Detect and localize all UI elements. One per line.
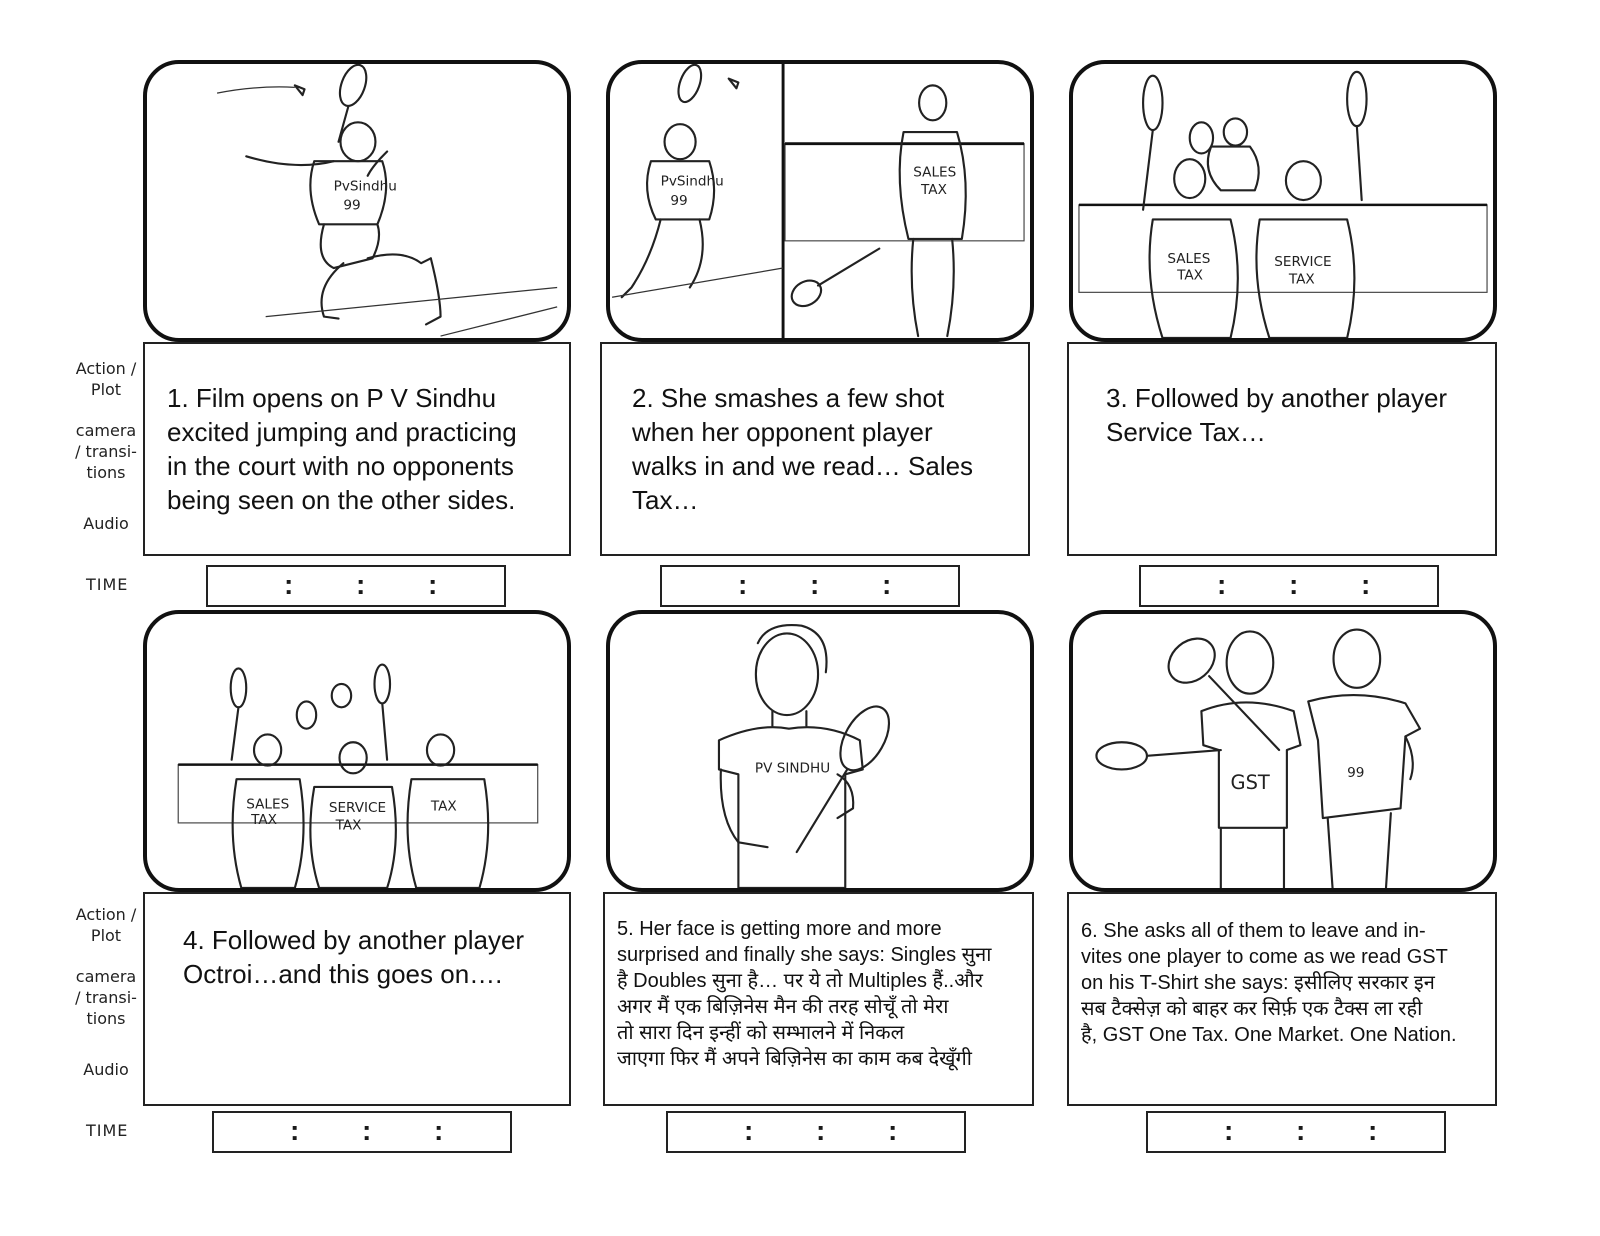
time-separator: : [1361, 569, 1371, 600]
time-separator: : [882, 569, 892, 600]
panel-5-frame [606, 610, 1034, 892]
panel-2-caption: 2. She smashes a few shot when her opponent player walks in and we read… Sales Tax… [632, 383, 974, 515]
panel-6-caption: 6. She asks all of them to leave and in- vites one player to come as we read GST on his T-Shirt she says: इसीलिए सरकार इन सब टैक्सेज़ को बाहर कर सिर्फ़ एक टैक्स ला रही है, GST One Tax. One Market. One Nation. [1081, 920, 1457, 1046]
shirt-text: TAX [430, 798, 457, 815]
panel-4-frame [143, 610, 571, 892]
time-separator: : [1217, 569, 1227, 600]
shirt-text: TAX [1177, 267, 1203, 284]
label-time: TIME [86, 575, 129, 594]
shirt-text: PvSindhu [333, 178, 397, 195]
time-separator: : [290, 1115, 300, 1146]
panel-1-caption: 1. Film opens on P V Sindhu excited jumping and practicing in the court with no opponents being seen on the other sides. [167, 383, 517, 515]
panel-4-time-field[interactable] [212, 1111, 512, 1153]
label-audio: Audio [83, 514, 129, 533]
panel-1-textbox [143, 342, 571, 556]
panel-5-time-field[interactable] [666, 1111, 966, 1153]
label-camera: camera / transi- tions [75, 967, 137, 1028]
label-camera: camera / transi- tions [75, 421, 137, 482]
player-back-icon [147, 614, 567, 888]
shirt-text: 99 [670, 192, 688, 209]
shirt-text: SALES [913, 164, 957, 181]
panel-2-frame [606, 60, 1034, 342]
time-separator: : [356, 569, 366, 600]
shirt-text: SERVICE [328, 800, 387, 817]
time-separator: : [816, 1115, 826, 1146]
time-separator: : [810, 569, 820, 600]
panel-6-time-field[interactable] [1146, 1111, 1446, 1153]
shirt-text: SERVICE [1274, 254, 1332, 271]
panel-1-time-field[interactable] [206, 565, 506, 607]
time-separator: : [888, 1115, 898, 1146]
label-action-plot: Action / Plot [75, 905, 137, 945]
racket-icon [335, 64, 372, 109]
shirt-text: TAX [335, 817, 362, 834]
racket-icon [830, 698, 899, 778]
time-separator: : [434, 1115, 444, 1146]
shirt-text: TAX [1288, 271, 1315, 288]
walking-player-icon [610, 64, 1030, 338]
shirt-text: GST [1230, 770, 1270, 794]
label-time: TIME [86, 1121, 129, 1140]
shirt-text: 99 [1347, 765, 1365, 782]
jumping-player-icon [147, 64, 567, 338]
shirt-text: TAX [251, 811, 277, 828]
time-separator: : [1368, 1115, 1378, 1146]
shirt-text: PvSindhu [660, 173, 724, 190]
panel-1-frame [143, 60, 571, 342]
panel-6-frame [1069, 610, 1497, 892]
time-separator: : [1296, 1115, 1306, 1146]
shirt-text: SALES [246, 796, 290, 813]
time-separator: : [1289, 569, 1299, 600]
panel-4-textbox [143, 892, 571, 1106]
panel-3-textbox [1067, 342, 1497, 556]
panel-3-frame [1069, 60, 1497, 342]
panel-2-textbox [600, 342, 1030, 556]
shirt-text: TAX [921, 182, 947, 199]
player-portrait-icon [610, 614, 1030, 888]
time-separator: : [744, 1115, 754, 1146]
time-separator: : [362, 1115, 372, 1146]
label-action-plot: Action / Plot [75, 359, 137, 399]
time-separator: : [284, 569, 294, 600]
player-portrait-icon [1073, 614, 1493, 888]
panel-3-time-field[interactable] [1139, 565, 1439, 607]
shirt-text: 99 [343, 197, 361, 214]
time-separator: : [738, 569, 748, 600]
panel-5-textbox [603, 892, 1034, 1106]
net-icon [1079, 205, 1487, 292]
panel-2-time-field[interactable] [660, 565, 960, 607]
shirt-text: SALES [1167, 251, 1211, 268]
label-audio: Audio [83, 1060, 129, 1079]
panel-4-caption: 4. Followed by another player Octroi…and this goes on…. [183, 925, 525, 989]
racket-icon [1096, 742, 1147, 769]
time-separator: : [1224, 1115, 1234, 1146]
panel-3-caption: 3. Followed by another player Service Tax… [1106, 383, 1448, 447]
shirt-text: PV SINDHU [754, 760, 831, 777]
player-back-icon [1073, 64, 1493, 338]
shuttlecock-icon [295, 85, 305, 95]
time-separator: : [428, 569, 438, 600]
panel-5-caption: 5. Her face is getting more and more surprised and finally she says: Singles सुना है Doubles सुना है… पर ये तो Multiples हैं..और अगर मैं एक बिज़िनेस मैन की तरह सोचूँ तो मेरा तो सारा दिन इन्हीं को सम्भालने में निकल जाएगा फिर मैं अपने बिज़िनेस का काम कब देखूँगी [617, 918, 992, 1070]
panel-6-textbox [1067, 892, 1497, 1106]
